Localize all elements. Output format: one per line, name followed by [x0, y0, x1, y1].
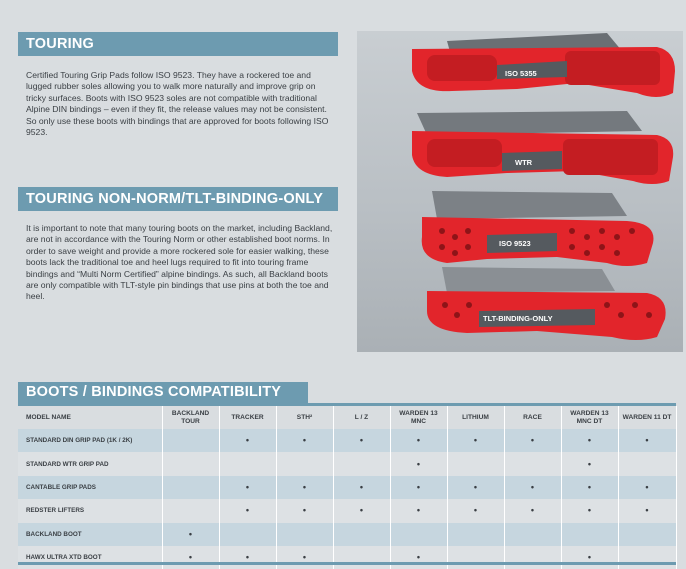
compat-cell: [219, 452, 276, 475]
compatible-dot: •: [587, 481, 592, 492]
model-name-cell: BACKLAND BOOT: [18, 523, 162, 546]
compatible-dot: •: [587, 435, 592, 446]
table-row: [18, 429, 676, 452]
table-row: [18, 523, 676, 546]
table-row: [18, 546, 676, 569]
table-header-row: [18, 406, 676, 429]
compat-cell: [390, 452, 447, 475]
compatible-dot: •: [530, 505, 535, 516]
compat-cell: [618, 523, 676, 546]
compat-cell: [504, 452, 561, 475]
compat-cell: [276, 546, 333, 569]
compat-cell: [447, 452, 504, 475]
compat-cell: [276, 523, 333, 546]
compat-cell: [618, 429, 676, 452]
compatible-dot: •: [245, 552, 250, 563]
compatible-dot: •: [473, 481, 478, 492]
compatible-dot: •: [245, 481, 250, 492]
compatible-dot: •: [359, 505, 364, 516]
nonnorm-paragraph: [26, 223, 336, 303]
compat-cell: [561, 429, 618, 452]
compat-cell: [561, 476, 618, 499]
touring-heading: TOURING: [18, 32, 338, 56]
compatible-dot: •: [530, 481, 535, 492]
boot-tlt-binding-only: [427, 267, 666, 340]
compatible-dot: •: [473, 505, 478, 516]
compatible-dot: •: [587, 458, 592, 469]
label-wtr: WTR: [515, 158, 533, 167]
compat-cell: [219, 546, 276, 569]
compatible-dot: •: [587, 552, 592, 563]
compatible-dot: •: [302, 481, 307, 492]
nonnorm-heading: TOURING NON-NORM/TLT-BINDING-ONLY: [18, 187, 338, 211]
compatibility-table: [18, 406, 677, 569]
compat-cell: [447, 476, 504, 499]
boots-illustration: [357, 31, 683, 352]
compat-cell: [504, 499, 561, 522]
compat-bottom-rule: [18, 562, 676, 565]
column-header: LITHIUM: [447, 406, 504, 429]
model-name-cell: STANDARD WTR GRIP PAD: [18, 452, 162, 475]
compatible-dot: •: [416, 481, 421, 492]
column-header: WARDEN 11 DT: [618, 406, 676, 429]
compat-cell: [504, 523, 561, 546]
table-row: [18, 452, 676, 475]
compat-cell: [618, 546, 676, 569]
boot-iso-9523: [422, 191, 654, 266]
compat-cell: [276, 476, 333, 499]
boot-wtr: [412, 111, 673, 184]
compat-cell: [162, 452, 219, 475]
compat-cell: [561, 452, 618, 475]
compatible-dot: •: [645, 505, 649, 516]
compat-cell: [561, 546, 618, 569]
compat-cell: [390, 499, 447, 522]
compat-cell: [333, 546, 390, 569]
compatible-dot: •: [302, 505, 307, 516]
column-header: MODEL NAME: [18, 406, 162, 429]
compat-cell: [162, 499, 219, 522]
compat-cell: [333, 452, 390, 475]
compat-cell: [561, 523, 618, 546]
compatible-dot: •: [302, 435, 307, 446]
compatible-dot: •: [416, 505, 421, 516]
compat-cell: [276, 452, 333, 475]
compatible-dot: •: [302, 552, 307, 563]
compat-cell: [447, 429, 504, 452]
compat-cell: [162, 476, 219, 499]
boots-soles-photo: [357, 31, 683, 352]
compat-cell: [162, 546, 219, 569]
touring-body: Certified Touring Grip Pads follow ISO 9523. They have a rockered toe and lugged rubber soles allowing you to walk more naturally and improve grip on tricky surfaces. Boots with ISO 9523 soles are not compatible with traditional Alpine DIN bindings – even if they fit, the release values may not be consistent. So only use these boots with bindings that are approved for boots following ISO 9523.: [26, 70, 329, 138]
compat-cell: [504, 476, 561, 499]
touring-paragraph: [26, 70, 331, 138]
column-header: RACE: [504, 406, 561, 429]
label-iso-9523: ISO 9523: [499, 239, 531, 248]
compat-cell: [162, 523, 219, 546]
compat-cell: [390, 546, 447, 569]
compat-cell: [219, 476, 276, 499]
nonnorm-body: It is important to note that many touring boots on the market, including Backland, are not in accordance with the Touring Norm or other established boot norms. In order to save weight and provide a more rockered sole for easier walking, these boots lack the traditional toe and heel lugs required to fit into touring frame bindings and “Multi Norm Certified” alpine bindings. As such, all Backland boots are only compatible with TLT-style pin bindings that use pins at both the toe and heel.: [26, 223, 333, 302]
compat-cell: [219, 429, 276, 452]
compat-cell: [276, 429, 333, 452]
column-header: BACKLAND TOUR: [162, 406, 219, 429]
compat-cell: [618, 476, 676, 499]
compat-cell: [618, 452, 676, 475]
column-header: WARDEN 13 MNC: [390, 406, 447, 429]
table-row: [18, 476, 676, 499]
model-name-cell: CANTABLE GRIP PADS: [18, 476, 162, 499]
compatible-dot: •: [188, 552, 193, 563]
compat-cell: [447, 499, 504, 522]
label-tlt-binding-only: TLT-BINDING-ONLY: [483, 314, 553, 323]
compatible-dot: •: [530, 435, 535, 446]
column-header: WARDEN 13 MNC DT: [561, 406, 618, 429]
compatible-dot: •: [473, 435, 478, 446]
compat-cell: [276, 499, 333, 522]
label-iso-5355: ISO 5355: [505, 69, 537, 78]
compat-cell: [504, 546, 561, 569]
compat-cell: [504, 429, 561, 452]
compat-cell: [333, 429, 390, 452]
compatible-dot: •: [359, 481, 364, 492]
model-name-cell: REDSTER LIFTERS: [18, 499, 162, 522]
model-name-cell: HAWX ULTRA XTD BOOT: [18, 546, 162, 569]
compat-cell: [390, 429, 447, 452]
compat-cell: [333, 499, 390, 522]
column-header: L / Z: [333, 406, 390, 429]
table-row: [18, 499, 676, 522]
compat-cell: [390, 476, 447, 499]
compatible-dot: •: [188, 528, 193, 539]
compat-cell: [618, 499, 676, 522]
compatible-dot: •: [416, 552, 421, 563]
compat-cell: [162, 429, 219, 452]
compatible-dot: •: [359, 435, 364, 446]
compatible-dot: •: [416, 435, 421, 446]
compatible-dot: •: [416, 458, 421, 469]
compat-cell: [447, 546, 504, 569]
compat-cell: [219, 499, 276, 522]
boot-iso-5355: [412, 33, 675, 97]
column-header: STH²: [276, 406, 333, 429]
compatible-dot: •: [645, 435, 649, 446]
column-header: TRACKER: [219, 406, 276, 429]
compatible-dot: •: [587, 505, 592, 516]
compat-cell: [447, 523, 504, 546]
compat-cell: [390, 523, 447, 546]
compat-cell: [333, 523, 390, 546]
compatible-dot: •: [245, 435, 250, 446]
model-name-cell: STANDARD DIN GRIP PAD (1K / 2K): [18, 429, 162, 452]
compatible-dot: •: [645, 481, 649, 492]
compat-cell: [561, 499, 618, 522]
compat-heading: BOOTS / BINDINGS COMPATIBILITY: [18, 382, 308, 403]
compat-cell: [219, 523, 276, 546]
compatible-dot: •: [245, 505, 250, 516]
compat-cell: [333, 476, 390, 499]
